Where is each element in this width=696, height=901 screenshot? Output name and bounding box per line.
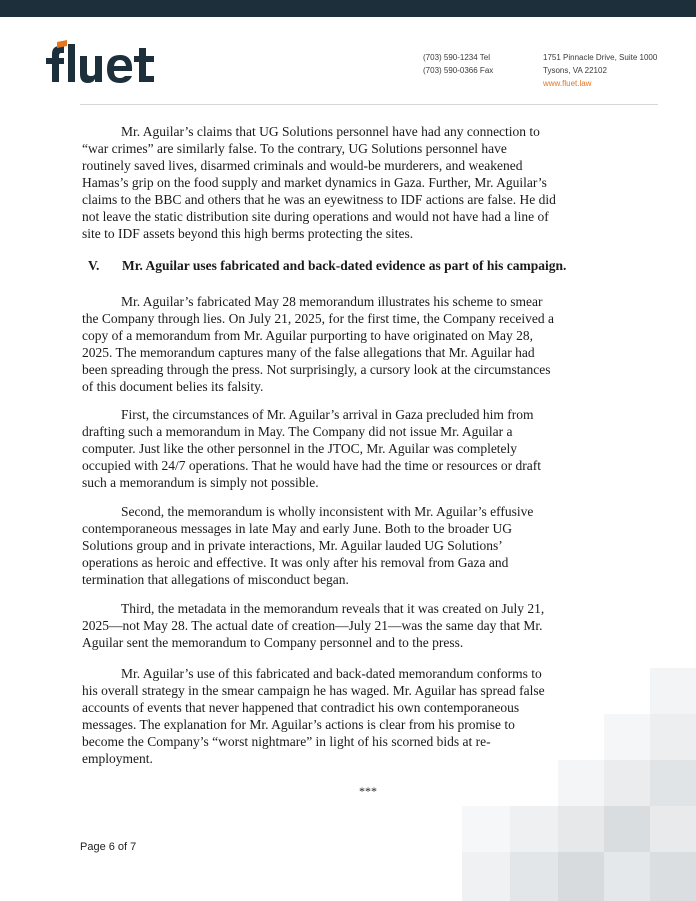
paragraph-line: his overall strategy in the smear campaign he has waged. Mr. Aguilar has spread false xyxy=(82,683,545,698)
paragraph-line: Mr. Aguilar’s use of this fabricated and back-dated memorandum conforms to xyxy=(121,666,542,681)
paragraph-line: Mr. Aguilar’s fabricated May 28 memorandum illustrates his scheme to smear xyxy=(121,294,543,309)
paragraph-memorandum xyxy=(82,293,614,395)
paragraph-line: such a memorandum is simply not possible. xyxy=(82,475,319,490)
phone-tel: (703) 590-1234 Tel xyxy=(423,53,491,62)
address-line-2: Tysons, VA 22102 xyxy=(543,66,607,75)
paragraph-line: “war crimes” are similarly false. To the contrary, UG Solutions personnel have xyxy=(82,141,507,156)
paragraph-second xyxy=(82,503,614,588)
website-link[interactable]: www.fluet.law xyxy=(543,79,592,88)
paragraph-line: Solutions group and in private interactions, Mr. Aguilar lauded UG Solutions’ xyxy=(82,538,503,553)
paragraph-line: Second, the memorandum is wholly inconsistent with Mr. Aguilar’s effusive xyxy=(121,504,534,519)
paragraph-line: Mr. Aguilar’s claims that UG Solutions personnel have had any connection to xyxy=(121,124,540,139)
top-brand-bar xyxy=(0,0,696,17)
paragraph-third xyxy=(82,600,614,651)
paragraph-line: of this document belies its falsity. xyxy=(82,379,264,394)
paragraph-line: site to IDF assets beyond this high berms protecting the sites. xyxy=(82,226,414,241)
paragraph-line: First, the circumstances of Mr. Aguilar’s arrival in Gaza precluded him from xyxy=(121,407,534,422)
paragraph-line: 2025—not May 28. The actual date of creation—July 21—was the same day that Mr. xyxy=(82,618,543,633)
paragraph-line: Third, the metadata in the memorandum reveals that it was created on July 21, xyxy=(121,601,545,616)
paragraph-line: been spreading through the press. Not surprisingly, a cursory look at the circumstances xyxy=(82,362,551,377)
contact-phones xyxy=(423,51,493,77)
section-number: V. xyxy=(88,258,100,273)
paragraph-line: operations as heroic and effective. It was only after his removal from Gaza and xyxy=(82,555,509,570)
header-divider xyxy=(80,104,658,105)
contact-address xyxy=(543,51,657,90)
paragraph-line: termination that allegations of misconduct began. xyxy=(82,572,349,587)
paragraph-line: employment. xyxy=(82,751,153,766)
paragraph-line: drafting such a memorandum in May. The Company did not issue Mr. Aguilar a xyxy=(82,424,513,439)
paragraph-line: accounts of events that never happened that contradict his own contemporaneous xyxy=(82,700,520,715)
paragraph-war-crimes xyxy=(82,123,614,242)
paragraph-line: contemporaneous messages in late May and early June. Both to the broader UG xyxy=(82,521,513,536)
paragraph-first xyxy=(82,406,614,491)
section-separator: *** xyxy=(359,784,377,798)
paragraph-line: computer. Just like the other personnel in the JTOC, Mr. Aguilar was completely xyxy=(82,441,518,456)
paragraph-line: Hamas’s grip on the food supply and market dynamics in Gaza. Further, Mr. Aguilar’s xyxy=(82,175,547,190)
paragraph-line: occupied with 24/7 operations. That he would have had the time or resources or draft xyxy=(82,458,541,473)
fluet-logo xyxy=(40,38,170,86)
paragraph-line: 2025. The memorandum captures many of the false allegations that Mr. Aguilar had xyxy=(82,345,535,360)
decorative-mosaic xyxy=(462,668,696,901)
paragraph-line: not leave the static distribution site during operations and would not have had a line of xyxy=(82,209,549,224)
phone-fax: (703) 590-0366 Fax xyxy=(423,66,494,75)
page-number: Page 6 of 7 xyxy=(80,841,137,853)
paragraph-line: Aguilar sent the memorandum to Company personnel and to the press. xyxy=(82,635,464,650)
paragraph-line: routinely saved lives, disarmed criminals and would-be murderers, and weakened xyxy=(82,158,523,173)
address-line-1: 1751 Pinnacle Drive, Suite 1000 xyxy=(543,53,658,62)
paragraph-line: copy of a memorandum from Mr. Aguilar purporting to have originated on May 28, xyxy=(82,328,534,343)
section-title: Mr. Aguilar uses fabricated and back-dated evidence as part of his campaign. xyxy=(122,258,567,273)
paragraph-line: claims to the BBC and others that he was an eyewitness to IDF actions are false. He did xyxy=(82,192,556,207)
paragraph-line: become the Company’s “worst nightmare” in light of his scorned bids at re- xyxy=(82,734,491,749)
paragraph-line: the Company through lies. On July 21, 2025, for the first time, the Company received a xyxy=(82,311,555,326)
section-heading xyxy=(88,258,566,274)
paragraph-line: messages. The explanation for Mr. Aguilar’s actions is clear from his promise to xyxy=(82,717,515,732)
